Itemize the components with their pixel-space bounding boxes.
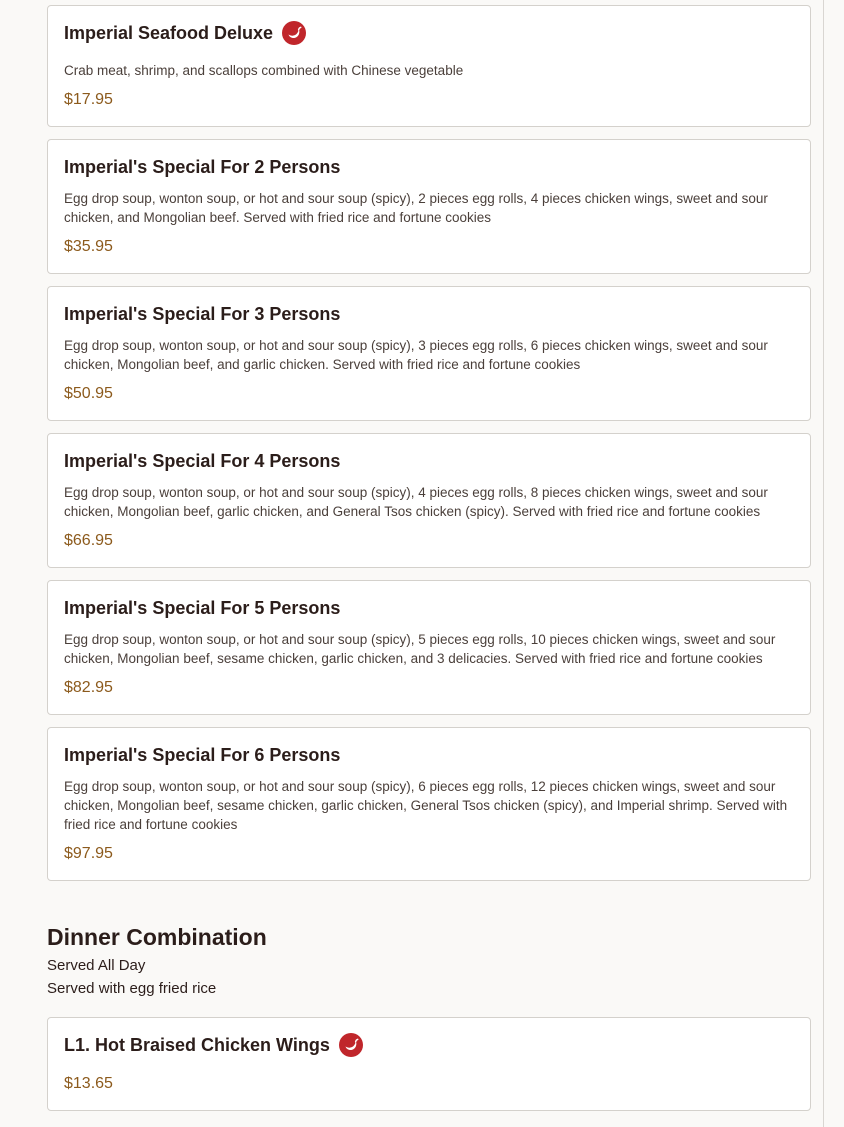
menu-item-card[interactable] (47, 139, 811, 274)
menu-item-name: Imperial's Special For 4 Persons (64, 451, 341, 471)
menu-item-name: Imperial Seafood Deluxe (64, 23, 274, 43)
menu-item-description: Egg drop soup, wonton soup, or hot and sour soup (spicy), 4 pieces egg rolls, 8 pieces chicken wings, sweet and sour chicken, Mongolian beef, garlic chicken, and General Tsos chicken (spicy). Served with fried rice and fortune cookies (64, 485, 768, 519)
menu-item-card[interactable] (47, 433, 811, 568)
chili-pepper-icon (282, 21, 306, 45)
menu-item-price: $82.95 (64, 679, 113, 696)
section-subtitle: Served All Day (47, 957, 146, 974)
menu-item-description: Egg drop soup, wonton soup, or hot and sour soup (spicy), 2 pieces egg rolls, 4 pieces chicken wings, sweet and sour chicken, and Mongolian beef. Served with fried rice and fortune cookies (64, 191, 768, 225)
menu-item-description: Egg drop soup, wonton soup, or hot and sour soup (spicy), 3 pieces egg rolls, 6 pieces chicken wings, sweet and sour chicken, Mongolian beef, and garlic chicken. Served with fried rice and fortune cookies (64, 338, 768, 372)
menu-item-price: $66.95 (64, 532, 113, 549)
menu-item-title-row (64, 154, 794, 180)
menu-item-title-row (64, 742, 794, 768)
menu-item-description: Egg drop soup, wonton soup, or hot and sour soup (spicy), 6 pieces egg rolls, 12 pieces chicken wings, sweet and sour chicken, Mongolian beef, sesame chicken, garlic chicken, General Tsos chicken (spicy), and Imperial shrimp. Served with fried rice and fortune cookies (64, 779, 788, 832)
menu-section-header (47, 922, 811, 1000)
menu-item-card[interactable] (47, 286, 811, 421)
menu-item-price: $50.95 (64, 385, 113, 402)
menu-item-card[interactable] (47, 5, 811, 127)
menu-item-title-row (64, 595, 794, 621)
menu-item-name: Imperial's Special For 5 Persons (64, 598, 341, 618)
section-subtitle: Served with egg fried rice (47, 980, 217, 997)
section-title: Dinner Combination (47, 924, 267, 950)
menu-item-name: L1. Hot Braised Chicken Wings (64, 1035, 330, 1055)
menu-item-card[interactable] (47, 727, 811, 881)
menu-item-price: $17.95 (64, 91, 113, 108)
menu-item-name: Imperial's Special For 6 Persons (64, 745, 341, 765)
menu-item-description: Crab meat, shrimp, and scallops combined with Chinese vegetable (64, 63, 464, 78)
menu-item-name: Imperial's Special For 3 Persons (64, 304, 341, 324)
menu-list (47, 5, 811, 1123)
menu-item-title-row (64, 20, 794, 46)
menu-item-price: $97.95 (64, 845, 113, 862)
menu-item-description: Egg drop soup, wonton soup, or hot and sour soup (spicy), 5 pieces egg rolls, 10 pieces chicken wings, sweet and sour chicken, Mongolian beef, sesame chicken, garlic chicken, and 3 delicacies. Served with fried rice and fortune cookies (64, 632, 776, 666)
menu-item-price: $13.65 (64, 1075, 113, 1092)
menu-item-card[interactable] (47, 1017, 811, 1111)
chili-pepper-icon (339, 1033, 363, 1057)
menu-item-title-row (64, 301, 794, 327)
menu-item-title-row (64, 1032, 794, 1058)
menu-item-title-row (64, 448, 794, 474)
menu-item-price: $35.95 (64, 238, 113, 255)
menu-item-card[interactable] (47, 580, 811, 715)
menu-item-name: Imperial's Special For 2 Persons (64, 157, 341, 177)
